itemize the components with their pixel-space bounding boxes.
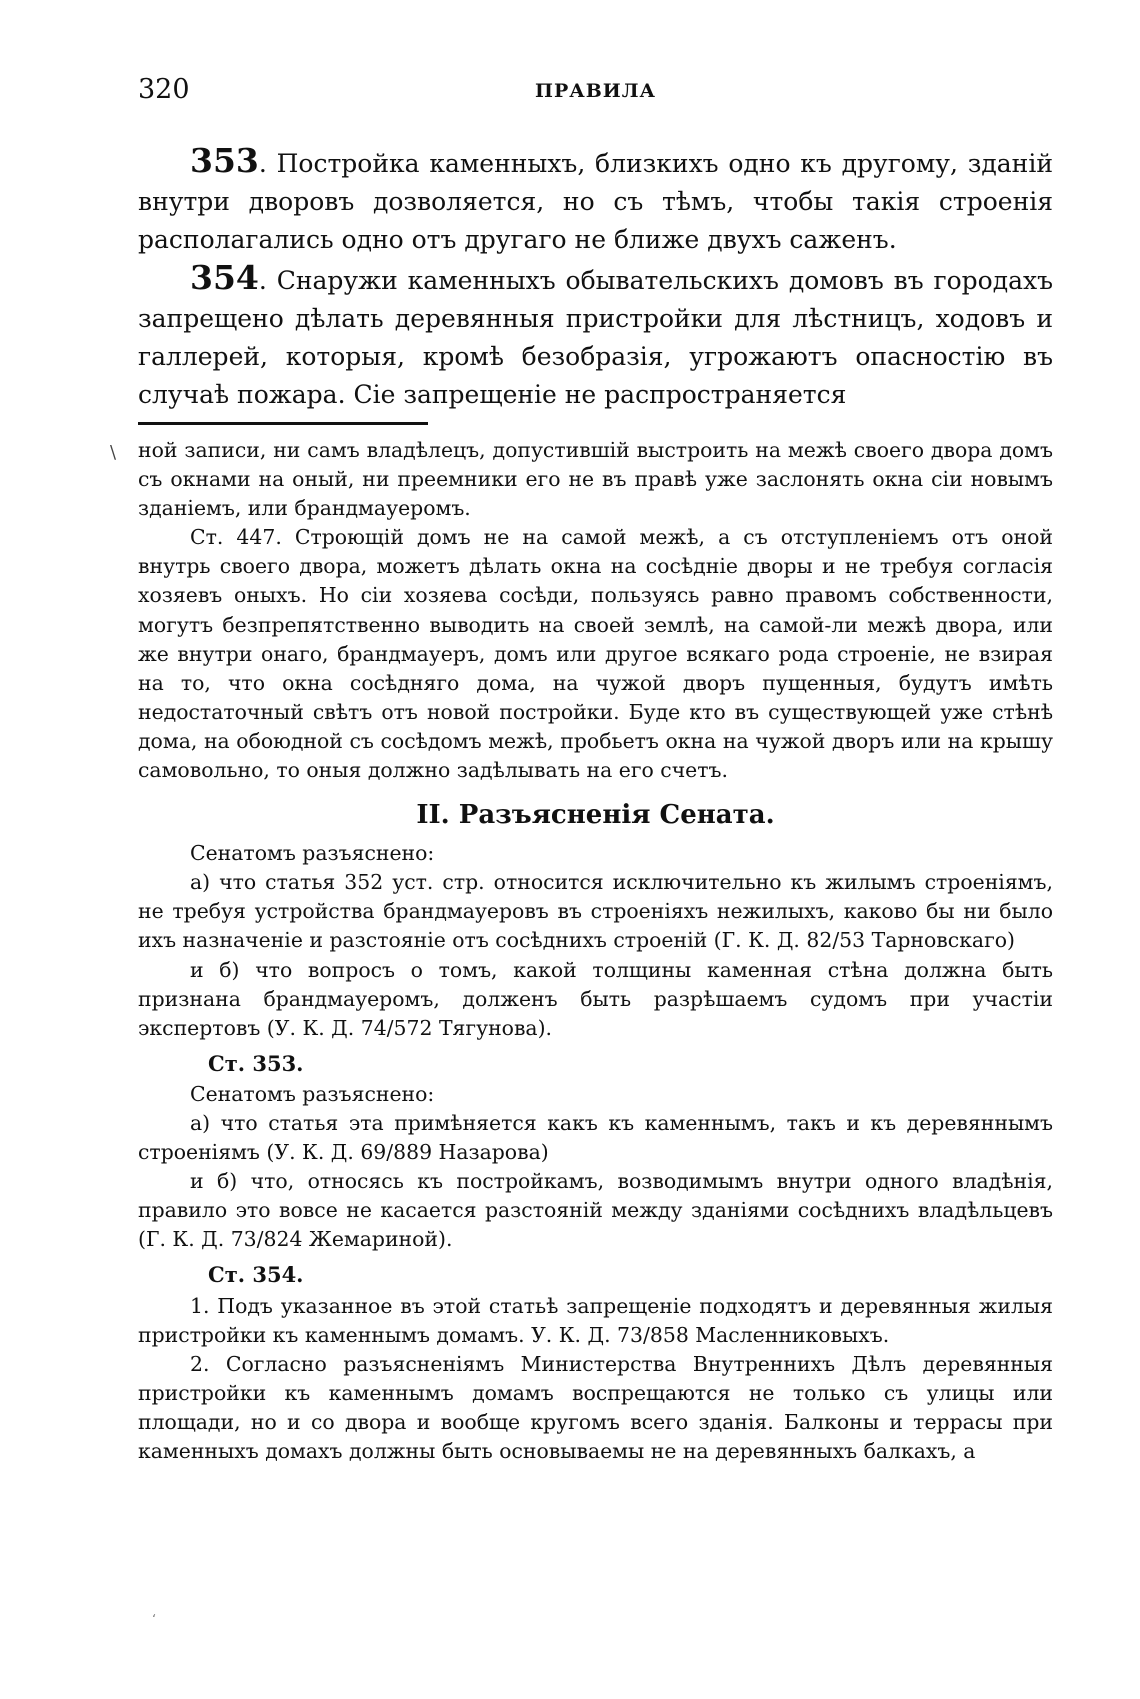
senate-354-1: 1. Подъ указанное въ этой статьѣ запрещеніе подходятъ и деревянныя жилыя пристройки къ каменнымъ домамъ. У. К. Д. 73/858 Масленниковыхъ.: [138, 1293, 1053, 1347]
senate-intro-353: Сенатомъ разъяснено:: [190, 1081, 435, 1106]
main-text: [138, 142, 1053, 414]
article-heading-354: Ст. 354.: [208, 1262, 304, 1288]
article-354: [138, 259, 1053, 414]
senate-354-2: 2. Согласно разъясненіямъ Министерства Внутреннихъ Дѣлъ деревянныя пристройки къ каменнымъ домамъ воспрещаются не только съ улицы или площади, но и со двора и вообще кругомъ всего зданія. Балконы и террасы при каменныхъ домахъ должны быть основываемы не на деревянныхъ балкахъ, а: [138, 1351, 1053, 1463]
article-heading-353: Ст. 353.: [208, 1050, 304, 1076]
footnotes: [138, 436, 1053, 1466]
article-353: [138, 142, 1053, 259]
note-article-447: Ст. 447. Строющій домъ не на самой межѣ, а съ отступленіемъ отъ оной внутрь своего двора, можетъ дѣлать окна на сосѣдніе дворы и не требуя согласія хозяевъ оныхъ. Но сіи хозяева сосѣди, пользуясь равно правомъ собственности, могутъ безпрепятственно выводить на своей землѣ, на самой-ли межѣ двора, или же внутри онаго, брандмауеръ, домъ или другое всякаго рода строеніе, не взирая на то, что окна сосѣдняго дома, на чужой дворъ пущенныя, будутъ имѣть недостаточный свѣтъ отъ новой постройки. Буде кто въ существующей уже стѣнѣ дома, на обоюдной съ сосѣдомъ межѣ, пробьетъ окна на чужой дворъ или на крышу самовольно, то оныя должно задѣлывать на его счетъ.: [138, 525, 1053, 783]
article-353-text: . Постройка каменныхъ, близкихъ одно къ другому, зданій внутри дворовъ дозволяется, но съ тѣмъ, чтобы такія строенія располагались одно отъ другаго не ближе двухъ саженъ.: [138, 149, 1053, 254]
note-continuation: ной записи, ни самъ владѣлецъ, допустившій выстроить на межѣ своего двора домъ съ окнами на оный, ни преемники его не въ правѣ уже заслонять окна сіи новымъ зданіемъ, или брандмауеромъ.: [138, 438, 1053, 521]
senate-intro-352: Сенатомъ разъяснено:: [190, 841, 435, 866]
footnote-divider: [138, 422, 428, 425]
senate-352-a: а) что статья 352 уст. стр. относится исключительно къ жилымъ строеніямъ, не требуя устройства брандмауеровъ въ строеніяхъ нежилыхъ, каково бы ни было ихъ назначеніе и разстояніе отъ сосѣднихъ строеній (Г. К. Д. 82/53 Тарновскаго): [138, 870, 1053, 953]
print-speck: ʻ: [152, 1612, 156, 1626]
page-header: [138, 74, 1053, 114]
page-number: 320: [138, 74, 190, 105]
section-heading: II. Разъясненія Сената.: [416, 800, 775, 831]
article-354-number: 354: [190, 258, 259, 297]
senate-353-a: а) что статья эта примѣняется какъ къ каменнымъ, такъ и къ деревяннымъ строеніямъ (У. К. Д. 69/889 Назарова): [138, 1110, 1053, 1165]
running-title: ПРАВИЛА: [535, 80, 656, 102]
senate-352-b: и б) что вопросъ о томъ, какой толщины каменная стѣна должна быть признана брандмауеромъ, долженъ быть разрѣшаемъ судомъ при участіи экспертовъ (У. К. Д. 74/572 Тягунова).: [138, 957, 1053, 1040]
margin-mark: \: [110, 442, 117, 463]
article-353-number: 353: [190, 141, 259, 180]
senate-353-b: и б) что, относясь къ постройкамъ, возводимымъ внутри одного владѣнія, правило это вовсе не касается разстояній между зданіями сосѣднихъ владѣльцевъ (Г. К. Д. 73/824 Жемариной).: [138, 1169, 1053, 1252]
article-354-text: . Снаружи каменныхъ обывательскихъ домовъ въ городахъ запрещено дѣлать деревянныя пристройки для лѣстницъ, ходовъ и галлерей, которыя, кромѣ безобразія, угрожаютъ опасностію въ случаѣ пожара. Сіе запрещеніе не распространяется: [138, 266, 1053, 409]
